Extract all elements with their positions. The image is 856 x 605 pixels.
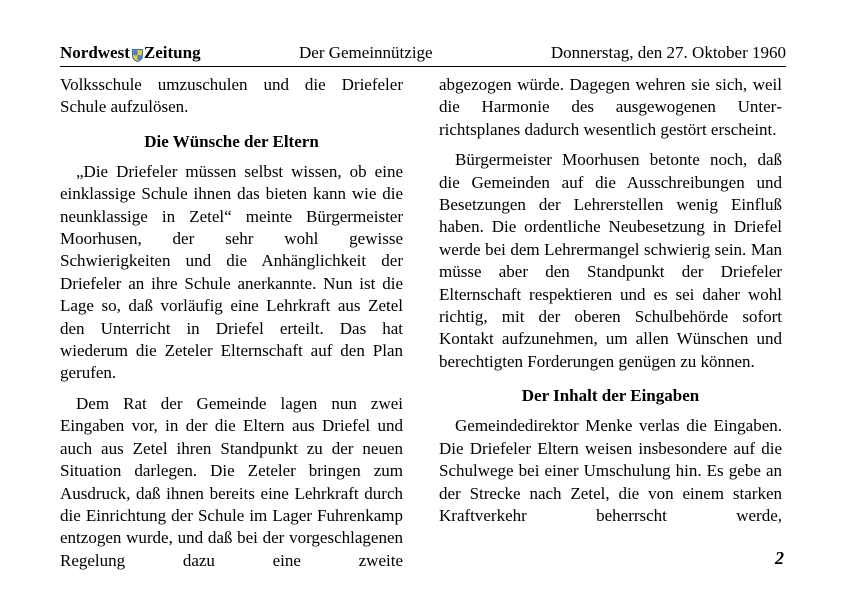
right-column: [439, 74, 782, 527]
subheading: Die Wünsche der Eltern: [144, 131, 319, 151]
paragraph: Dem Rat der Gemeinde lagen nun zwei Eingaben vor, in der die Eltern aus Driefel und auch aus Zetel ihren Standpunkt zu der neuen Situation darlegen. Die Zeteler bringen zum Ausdruck, daß ihnen bereits eine Lehrkraft durch die Einrichtung der Schule im Lager Fuhrenkamp entzogen wurde, und daß bei der vorgeschlagenen Regelung dazu eine zweite: [60, 393, 403, 570]
masthead-right: Zeitung: [143, 43, 201, 62]
masthead-left: Nordwest: [60, 43, 130, 62]
subheading: Der Inhalt der Eingaben: [521, 386, 700, 406]
paragraph: Bürgermeister Moorhusen betonte noch, daß die Gemeinden auf die Ausschreibungen und Besetzungen der Lehrerstellen wenig Einfluß haben. Die ordentliche Neubesetzung in Driefel werde bei dem Lehrermangel schwierig sein. Man müsse aber den Standpunkt der Driefeler Elternschaft respektieren und es sei daher wohl richtig, mit der oberen Schulbehörde sofort Kontakt aufzunehmen, um allen Wünschen und berechtigten Forderungen genügen zu können.: [439, 150, 782, 371]
page-number: 2: [775, 548, 784, 568]
coat-of-arms-icon: [132, 47, 143, 60]
section-title: Der Gemeinnützige: [299, 43, 433, 62]
page-header: [60, 43, 786, 63]
paragraph: Volksschule umzuschulen und die Driefeler Schule aufzulösen.: [60, 75, 403, 117]
header-rule: [60, 66, 786, 67]
left-column: [60, 74, 403, 572]
paragraph: abgezogen würde. Dagegen wehren sie sich, weil die Harmonie des ausgewogenen Unterrichtsplanes dadurch wesentlich gestört erscheint.: [439, 75, 782, 139]
paragraph: Gemeindedirektor Menke verlas die Eingaben. Die Driefeler Eltern weisen insbesondere auf die Schulwege bei einer Umschulung hin. Es gebe an der Strecke nach Zetel, die von einem starken Kraftverkehr beherrscht werde,: [439, 416, 782, 525]
masthead: [60, 43, 201, 63]
paragraph: „Die Driefeler müssen selbst wissen, ob eine einklassige Schule ihnen das bieten kann wie die neunklassige in Zetel“ meinte Bürgermeister Moorhusen, der sehr wohl gewisse Schwierigkeiten und die Anhänglichkeit der Driefeler an ihre Schule anerkannte. Nun ist die Lage so, daß vorläufig eine Lehrkraft aus Zetel den Unterricht in Driefel erteilt. Das hat wiederum die Zeteler Elternschaft auf den Plan gerufen.: [60, 161, 403, 383]
issue-date: Donnerstag, den 27. Oktober 1960: [550, 43, 786, 62]
